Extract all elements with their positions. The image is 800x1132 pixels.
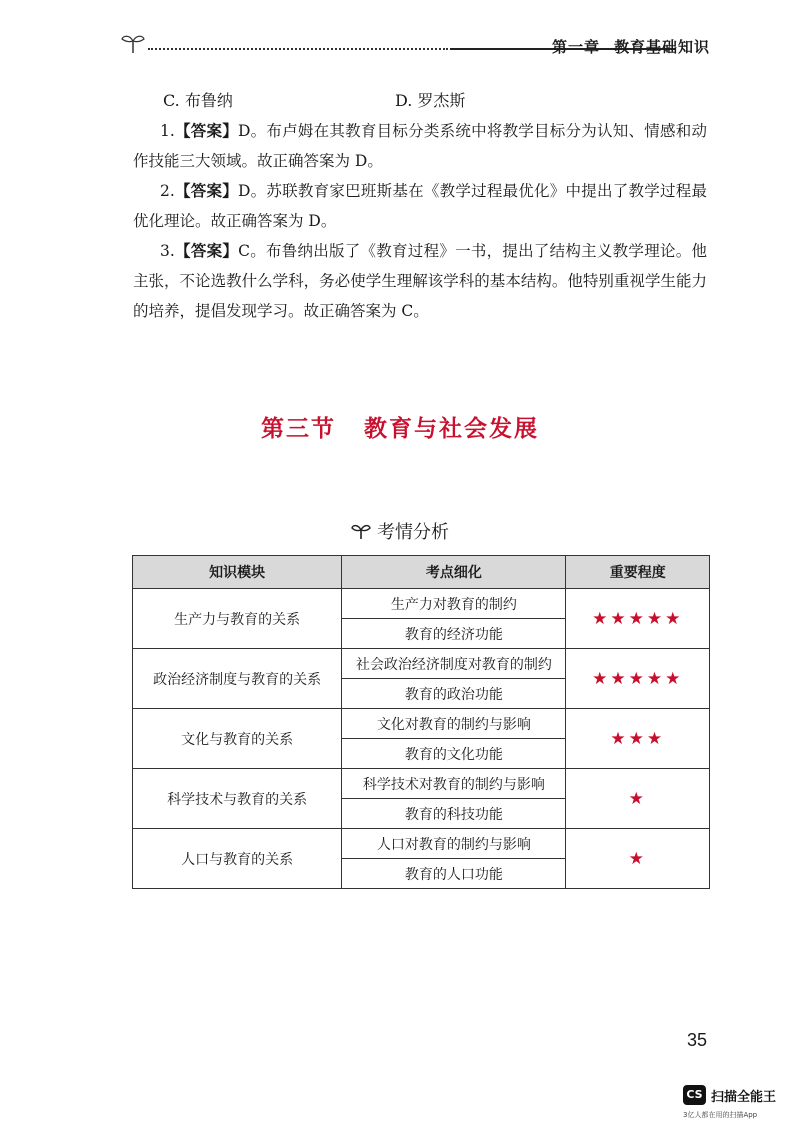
answer-text: D。布卢姆在其教育目标分类系统中将教学目标分为认知、情感和动作技能三大领域。故正确答案为 D。 [133, 122, 707, 170]
point-cell: 社会政治经济制度对教育的制约 [342, 649, 566, 679]
watermark-subtitle: 3亿人都在用的扫描App [683, 1111, 758, 1119]
point-cell: 生产力对教育的制约 [342, 589, 566, 619]
answer-item [133, 236, 707, 326]
importance-stars: ★ [566, 769, 710, 829]
table-row [133, 709, 710, 739]
importance-stars: ★★★★★ [566, 589, 710, 649]
section-title [0, 410, 800, 443]
column-header-module: 知识模块 [133, 556, 342, 589]
importance-stars: ★★★ [566, 709, 710, 769]
chapter-number: 第一章 [551, 38, 600, 56]
sprout-icon [120, 32, 146, 54]
table-row [133, 649, 710, 679]
section-number: 第三节 [261, 416, 336, 442]
point-cell: 教育的政治功能 [342, 679, 566, 709]
answer-item [133, 176, 707, 236]
exam-analysis-table [132, 555, 710, 889]
table-row [133, 589, 710, 619]
module-cell: 政治经济制度与教育的关系 [133, 649, 342, 709]
page-number: 35 [686, 1030, 707, 1050]
scanner-logo-icon: CS [683, 1085, 706, 1105]
answer-text: C。布鲁纳出版了《教育过程》一书，提出了结构主义教学理论。他主张，不论选教什么学科，务必使学生理解该学科的基本结构。他特别重视学生能力的培养，提倡发现学习。故正确答案为 C。 [133, 242, 707, 320]
exam-analysis-heading [0, 518, 800, 544]
header-dotted-rule [148, 48, 448, 50]
point-cell: 教育的经济功能 [342, 619, 566, 649]
chapter-title: 教育基础知识 [613, 38, 710, 56]
watermark-title: 扫描全能王 [711, 1090, 777, 1105]
column-header-point: 考点细化 [342, 556, 566, 589]
answer-tag: 【答案】 [174, 121, 239, 140]
point-cell: 人口对教育的制约与影响 [342, 829, 566, 859]
sprout-icon [351, 522, 371, 540]
point-cell: 教育的人口功能 [342, 859, 566, 889]
answer-tag: 【答案】 [174, 241, 239, 260]
importance-stars: ★ [566, 829, 710, 889]
answer-item [133, 116, 707, 176]
column-header-importance: 重要程度 [566, 556, 710, 589]
answer-number: 3. [160, 242, 175, 260]
option-d: D. 罗杰斯 [395, 91, 466, 110]
table-row [133, 829, 710, 859]
point-cell: 文化对教育的制约与影响 [342, 709, 566, 739]
table-row [133, 769, 710, 799]
point-cell: 教育的文化功能 [342, 739, 566, 769]
module-cell: 人口与教育的关系 [133, 829, 342, 889]
answer-explanations [133, 116, 707, 326]
section-name: 教育与社会发展 [364, 416, 539, 442]
table-header-row [133, 556, 710, 589]
running-header [120, 32, 710, 62]
answer-number: 1. [160, 122, 175, 140]
importance-stars: ★★★★★ [566, 649, 710, 709]
chapter-label [552, 36, 710, 57]
module-cell: 文化与教育的关系 [133, 709, 342, 769]
answer-number: 2. [160, 182, 175, 200]
exam-analysis-label: 考情分析 [377, 522, 449, 543]
point-cell: 教育的科技功能 [342, 799, 566, 829]
module-cell: 生产力与教育的关系 [133, 589, 342, 649]
answer-text: D。苏联教育家巴班斯基在《教学过程最优化》中提出了教学过程最优化理论。故正确答案为 D。 [133, 182, 707, 230]
answer-tag: 【答案】 [174, 181, 239, 200]
scanner-watermark [683, 1083, 793, 1128]
option-c: C. 布鲁纳 [163, 91, 233, 110]
point-cell: 科学技术对教育的制约与影响 [342, 769, 566, 799]
module-cell: 科学技术与教育的关系 [133, 769, 342, 829]
